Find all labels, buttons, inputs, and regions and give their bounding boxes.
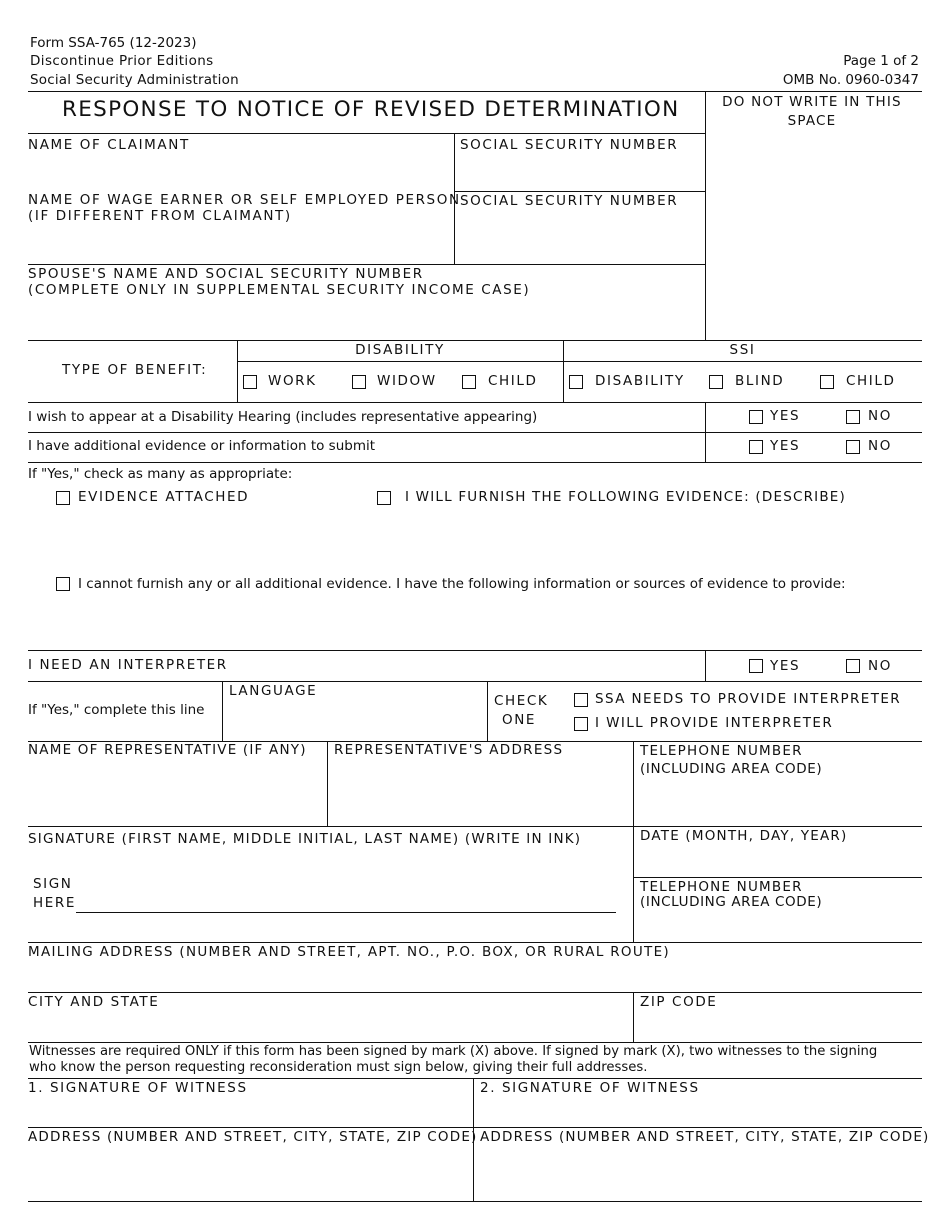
claimant-ssn-field[interactable] <box>462 160 698 184</box>
rule-witness-note-top <box>28 1042 922 1043</box>
signature-line <box>76 912 616 913</box>
wage-earner-label-line2: (IF DIFFERENT FROM CLAIMANT) <box>28 208 292 224</box>
rule-interpreter-top <box>28 650 922 651</box>
interpreter-question: I NEED AN INTERPRETER <box>28 657 228 673</box>
blind-checkbox[interactable] <box>709 375 723 389</box>
wage-earner-name-field[interactable] <box>30 232 450 256</box>
rule-below-evidence <box>28 462 922 463</box>
rule-below-hearing <box>28 432 922 433</box>
will-furnish-description-field[interactable] <box>405 512 915 562</box>
page-title: RESPONSE TO NOTICE OF REVISED DETERMINATION <box>62 97 680 122</box>
wage-earner-ssn-label: SOCIAL SECURITY NUMBER <box>460 193 679 209</box>
i-provide-interpreter-label: I WILL PROVIDE INTERPRETER <box>595 715 834 731</box>
rule-mailing-top <box>28 942 922 943</box>
signature-label: SIGNATURE (FIRST NAME, MIDDLE INITIAL, LAST NAME) (WRITE IN INK) <box>28 831 582 847</box>
office-use-line1: DO NOT WRITE IN THIS <box>722 94 902 110</box>
interpreter-no-checkbox[interactable] <box>846 659 860 673</box>
ssi-child-checkbox[interactable] <box>820 375 834 389</box>
disability-header: DISABILITY <box>355 342 445 358</box>
rule-language-right <box>487 681 488 741</box>
rule-signature-top <box>28 826 922 827</box>
check-one-line2: ONE <box>502 712 537 728</box>
widow-label: WIDOW <box>377 373 437 389</box>
hearing-no-checkbox[interactable] <box>846 410 860 424</box>
widow-checkbox[interactable] <box>352 375 366 389</box>
rule-interpreter-yesno-col <box>705 650 706 681</box>
cannot-furnish-details-field[interactable] <box>78 598 918 646</box>
rule-language-left <box>222 681 223 741</box>
rule-witness-address-top <box>28 1127 922 1128</box>
rule-ssn-split <box>454 191 705 192</box>
witness1-signature-field[interactable] <box>30 1100 466 1122</box>
blind-label: BLIND <box>735 373 785 389</box>
agency-name: Social Security Administration <box>30 72 239 88</box>
evidence-question: I have additional evidence or information to submit <box>28 438 376 454</box>
rule-date-bottom <box>633 877 922 878</box>
claimant-phone-label-line1: TELEPHONE NUMBER <box>640 879 803 895</box>
hearing-question: I wish to appear at a Disability Hearing (includes representative appearing) <box>28 409 538 425</box>
omb-number: OMB No. 0960-0347 <box>782 72 919 88</box>
witness1-address-field[interactable] <box>30 1150 466 1196</box>
rule-benefit-bottom <box>28 402 922 403</box>
wage-earner-label-line1: NAME OF WAGE EARNER OR SELF EMPLOYED PERSON <box>28 192 461 208</box>
witness2-address-field[interactable] <box>480 1150 916 1196</box>
cannot-furnish-label: I cannot furnish any or all additional evidence. I have the following information or sources of evidence to provide: <box>78 576 846 592</box>
mailing-address-field[interactable] <box>30 966 915 988</box>
spouse-label-line2: (COMPLETE ONLY IN SUPPLEMENTAL SECURITY INCOME CASE) <box>28 282 531 298</box>
witness1-signature-label: 1. SIGNATURE OF WITNESS <box>28 1080 248 1096</box>
city-state-label: CITY AND STATE <box>28 994 160 1010</box>
zip-code-field[interactable] <box>640 1016 915 1038</box>
form-number: Form SSA-765 (12-2023) <box>30 35 197 51</box>
ssa-provides-interpreter-label: SSA NEEDS TO PROVIDE INTERPRETER <box>595 691 902 707</box>
claimant-phone-field[interactable] <box>640 914 915 938</box>
hearing-yes-label: YES <box>770 408 801 424</box>
rule-office-use-left <box>705 91 706 341</box>
rep-phone-label-line1: TELEPHONE NUMBER <box>640 743 803 759</box>
rule-city-top <box>28 992 922 993</box>
evidence-attached-checkbox[interactable] <box>56 491 70 505</box>
interpreter-yes-checkbox[interactable] <box>749 659 763 673</box>
rep-phone-field[interactable] <box>640 782 915 820</box>
rule-top <box>28 91 922 92</box>
ssi-disability-checkbox[interactable] <box>569 375 583 389</box>
city-state-field[interactable] <box>30 1016 626 1038</box>
rule-benefit-top <box>28 340 922 341</box>
signature-field[interactable] <box>80 880 610 910</box>
ssi-child-label: CHILD <box>846 373 896 389</box>
witness2-address-label: ADDRESS (NUMBER AND STREET, CITY, STATE, ZIP CODE) <box>480 1129 930 1145</box>
claimant-name-field[interactable] <box>30 160 450 184</box>
mailing-address-label: MAILING ADDRESS (NUMBER AND STREET, APT. NO., P.O. BOX, OR RURAL ROUTE) <box>28 944 670 960</box>
editions-note: Discontinue Prior Editions <box>30 53 214 69</box>
i-provide-interpreter-checkbox[interactable] <box>574 717 588 731</box>
rule-bottom <box>28 1201 922 1202</box>
ssi-header: SSI <box>729 342 756 358</box>
office-use-line2: SPACE <box>787 113 837 129</box>
rule-rep-phone-col <box>633 741 634 942</box>
wage-earner-ssn-field[interactable] <box>462 216 698 256</box>
interpreter-yes-label: YES <box>770 658 801 674</box>
rep-address-label: REPRESENTATIVE'S ADDRESS <box>334 742 564 758</box>
hearing-no-label: NO <box>868 408 892 424</box>
rule-interpreter-mid <box>28 681 922 682</box>
benefit-type-label: TYPE OF BENEFIT: <box>62 362 208 378</box>
claimant-phone-label-line2: (INCLUDING AREA CODE) <box>640 894 823 910</box>
evidence-if-yes: If "Yes," check as many as appropriate: <box>28 466 293 482</box>
witness2-signature-field[interactable] <box>480 1100 916 1122</box>
evidence-attached-label: EVIDENCE ATTACHED <box>78 489 250 505</box>
hearing-yes-checkbox[interactable] <box>749 410 763 424</box>
interpreter-if-yes-line: If "Yes," complete this line <box>28 702 205 718</box>
rep-address-field[interactable] <box>334 765 626 820</box>
evidence-no-checkbox[interactable] <box>846 440 860 454</box>
rule-below-title <box>28 133 705 134</box>
date-field[interactable] <box>640 850 915 874</box>
cannot-furnish-checkbox[interactable] <box>56 577 70 591</box>
zip-code-label: ZIP CODE <box>640 994 718 1010</box>
ssa-provides-interpreter-checkbox[interactable] <box>574 693 588 707</box>
child-checkbox[interactable] <box>462 375 476 389</box>
ssi-disability-label: DISABILITY <box>595 373 685 389</box>
evidence-yes-checkbox[interactable] <box>749 440 763 454</box>
work-checkbox[interactable] <box>243 375 257 389</box>
evidence-no-label: NO <box>868 438 892 454</box>
claimant-name-label: NAME OF CLAIMANT <box>28 137 190 153</box>
claimant-ssn-label: SOCIAL SECURITY NUMBER <box>460 137 679 153</box>
check-one-line1: CHECK <box>494 693 549 709</box>
rule-benefit-header <box>237 361 922 362</box>
child-label: CHILD <box>488 373 538 389</box>
will-furnish-checkbox[interactable] <box>377 491 391 505</box>
rep-phone-label-line2: (INCLUDING AREA CODE) <box>640 761 823 777</box>
rule-zip-col <box>633 992 634 1042</box>
witness2-signature-label: 2. SIGNATURE OF WITNESS <box>480 1080 700 1096</box>
language-field[interactable] <box>229 705 479 733</box>
language-label: LANGUAGE <box>229 683 318 699</box>
spouse-label-line1: SPOUSE'S NAME AND SOCIAL SECURITY NUMBER <box>28 266 424 282</box>
witness1-address-label: ADDRESS (NUMBER AND STREET, CITY, STATE, ZIP CODE) <box>28 1129 478 1145</box>
witness-note-line2: who know the person requesting reconsideration must sign below, giving their full addresses. <box>29 1060 648 1075</box>
here-label: HERE <box>33 895 76 911</box>
rep-name-label: NAME OF REPRESENTATIVE (IF ANY) <box>28 742 307 758</box>
rule-below-wage-earner <box>28 264 705 265</box>
interpreter-no-label: NO <box>868 658 892 674</box>
page-number: Page 1 of 2 <box>843 53 919 69</box>
date-label: DATE (MONTH, DAY, YEAR) <box>640 828 848 844</box>
will-furnish-label: I WILL FURNISH THE FOLLOWING EVIDENCE: (DESCRIBE) <box>405 489 847 505</box>
sign-label: SIGN <box>33 876 73 892</box>
witness-note-line1: Witnesses are required ONLY if this form has been signed by mark (X) above. If signed by mark (X), two witnesses to the signing <box>29 1044 878 1059</box>
rule-rep-name-col <box>327 741 328 826</box>
rule-witness-top <box>28 1078 922 1079</box>
evidence-yes-label: YES <box>770 438 801 454</box>
work-label: WORK <box>268 373 317 389</box>
spouse-field[interactable] <box>30 305 700 333</box>
rep-name-field[interactable] <box>30 765 320 820</box>
